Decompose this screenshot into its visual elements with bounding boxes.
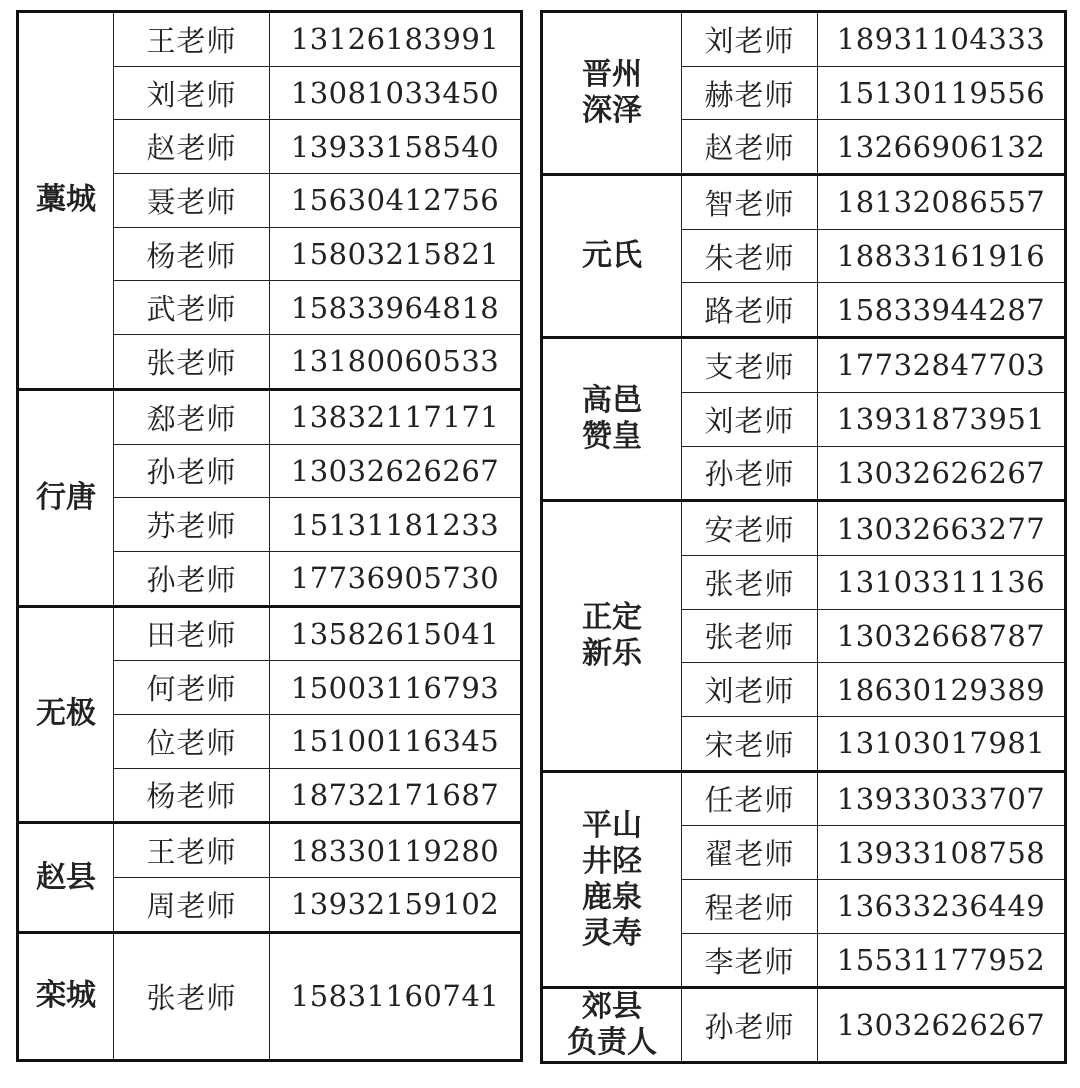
region-cell	[542, 771, 682, 988]
region-label: 元氏	[582, 238, 642, 274]
region-cell	[18, 606, 114, 823]
region-label: 藁城	[36, 182, 96, 218]
teacher-name: 赵老师	[682, 120, 818, 175]
teacher-name: 周老师	[114, 878, 270, 933]
phone-number: 13032626267	[818, 446, 1066, 501]
phone-number: 15803215821	[270, 227, 522, 281]
phone-number: 15833944287	[818, 283, 1066, 338]
teacher-name: 武老师	[114, 281, 270, 335]
phone-number: 13032663277	[818, 501, 1066, 556]
table-row	[542, 501, 1066, 556]
region-label: 平山 井陉 鹿泉 灵寿	[582, 807, 642, 951]
teacher-name: 孙老师	[682, 446, 818, 501]
teacher-name: 王老师	[114, 12, 270, 67]
region-label: 晋州 深泽	[582, 57, 642, 129]
left-table-body	[18, 12, 522, 1061]
phone-number: 13633236449	[818, 880, 1066, 934]
teacher-name: 支老师	[682, 338, 818, 393]
teacher-name: 杨老师	[114, 227, 270, 281]
phone-number: 15630412756	[270, 174, 522, 228]
teacher-name: 李老师	[682, 933, 818, 988]
region-cell	[542, 12, 682, 175]
phone-number: 13103311136	[818, 555, 1066, 609]
teacher-name: 刘老师	[682, 12, 818, 67]
teacher-name: 杨老师	[114, 768, 270, 823]
teacher-name: 聂老师	[114, 174, 270, 228]
phone-number: 13032626267	[818, 988, 1066, 1063]
teacher-name: 张老师	[114, 932, 270, 1060]
teacher-name: 智老师	[682, 175, 818, 230]
region-label: 高邑 赞皇	[582, 383, 642, 455]
region-cell	[542, 501, 682, 771]
region-label: 郊县 负责人	[567, 989, 657, 1061]
phone-number: 18132086557	[818, 175, 1066, 230]
phone-number: 15100116345	[270, 714, 522, 768]
teacher-name: 翟老师	[682, 826, 818, 880]
phone-number: 13103017981	[818, 716, 1066, 771]
teacher-name: 刘老师	[114, 66, 270, 120]
table-row	[18, 823, 522, 878]
phone-number: 13126183991	[270, 12, 522, 67]
phone-number: 13933033707	[818, 771, 1066, 826]
region-label: 无极	[36, 696, 96, 732]
teacher-name: 任老师	[682, 771, 818, 826]
teacher-name: 田老师	[114, 606, 270, 661]
phone-number: 13933158540	[270, 120, 522, 174]
teacher-name: 张老师	[682, 609, 818, 663]
table-row	[542, 988, 1066, 1063]
region-cell	[542, 338, 682, 501]
table-row	[18, 389, 522, 444]
phone-number: 13180060533	[270, 335, 522, 390]
teacher-name: 刘老师	[682, 392, 818, 446]
phone-number: 13582615041	[270, 606, 522, 661]
region-cell	[18, 932, 114, 1060]
table-row	[542, 771, 1066, 826]
phone-number: 13032668787	[818, 609, 1066, 663]
region-cell	[18, 12, 114, 390]
teacher-name: 宋老师	[682, 716, 818, 771]
phone-number: 13832117171	[270, 389, 522, 444]
phone-number: 17736905730	[270, 551, 522, 606]
table-row	[18, 12, 522, 67]
phone-number: 15833964818	[270, 281, 522, 335]
phone-number: 15831160741	[270, 932, 522, 1060]
teacher-name: 苏老师	[114, 498, 270, 552]
region-cell	[542, 988, 682, 1063]
phone-number: 18732171687	[270, 768, 522, 823]
phone-number: 15531177952	[818, 933, 1066, 988]
right-contact-table	[540, 10, 1067, 1064]
region-label: 行唐	[36, 479, 96, 515]
table-row	[542, 175, 1066, 230]
teacher-name: 路老师	[682, 283, 818, 338]
teacher-name: 张老师	[682, 555, 818, 609]
phone-number: 13081033450	[270, 66, 522, 120]
teacher-name: 程老师	[682, 880, 818, 934]
teacher-name: 安老师	[682, 501, 818, 556]
teacher-name: 赵老师	[114, 120, 270, 174]
phone-number: 15003116793	[270, 661, 522, 715]
region-cell	[542, 175, 682, 338]
phone-number: 13931873951	[818, 392, 1066, 446]
phone-number: 13032626267	[270, 444, 522, 498]
right-table-body	[542, 12, 1066, 1063]
teacher-name: 孙老师	[114, 444, 270, 498]
teacher-name: 刘老师	[682, 663, 818, 717]
region-cell	[18, 823, 114, 932]
phone-number: 13932159102	[270, 878, 522, 933]
table-row	[542, 338, 1066, 393]
teacher-name: 孙老师	[114, 551, 270, 606]
phone-number: 15130119556	[818, 66, 1066, 120]
teacher-name: 何老师	[114, 661, 270, 715]
phone-number: 15131181233	[270, 498, 522, 552]
phone-number: 18931104333	[818, 12, 1066, 67]
region-label: 栾城	[36, 978, 96, 1014]
teacher-name: 位老师	[114, 714, 270, 768]
phone-number: 18833161916	[818, 229, 1066, 283]
phone-number: 18630129389	[818, 663, 1066, 717]
teacher-name: 张老师	[114, 335, 270, 390]
teacher-name: 郄老师	[114, 389, 270, 444]
teacher-name: 孙老师	[682, 988, 818, 1063]
region-cell	[18, 389, 114, 606]
region-label: 赵县	[36, 859, 96, 895]
table-row	[18, 932, 522, 1060]
phone-number: 13266906132	[818, 120, 1066, 175]
phone-number: 13933108758	[818, 826, 1066, 880]
phone-number: 17732847703	[818, 338, 1066, 393]
teacher-name: 王老师	[114, 823, 270, 878]
table-row	[542, 12, 1066, 67]
table-row	[18, 606, 522, 661]
teacher-name: 赫老师	[682, 66, 818, 120]
left-contact-table	[16, 10, 523, 1062]
phone-number: 18330119280	[270, 823, 522, 878]
region-label: 正定 新乐	[582, 599, 642, 671]
teacher-name: 朱老师	[682, 229, 818, 283]
